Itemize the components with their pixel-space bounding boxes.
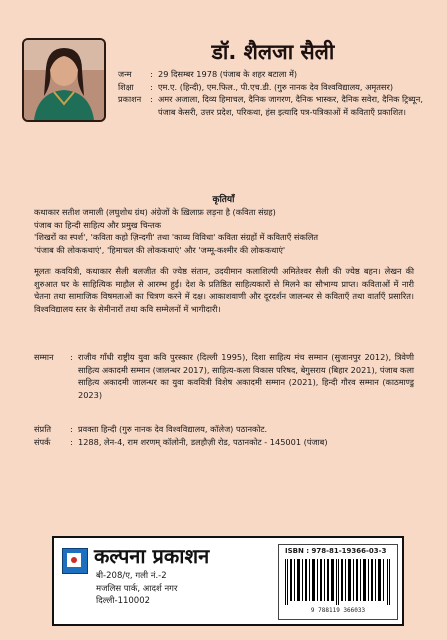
contact-row-current: संप्रति : प्रवक्ता हिन्दी (गुरु नानक देव विश्वविद्यालय, कॉलेज) पठानकोट. xyxy=(34,424,268,434)
isbn-barcode xyxy=(278,544,398,620)
info-row-publication: प्रकाशन : अमर अजाला, दिव्य हिमाचल, दैनिक जागरण, दैनिक भास्कर, दैनिक सवेरा, दैनिक ट्रिब्यून, पंजाब केसरी, उत्तर प्रदेश, परिकथा, हंस इत्यादि पत्र-पत्रिकाओं में कविताएँ प्रकाशित। xyxy=(118,93,436,118)
info-value: अमर अजाला, दिव्य हिमाचल, दैनिक जागरण, दैनिक भास्कर, दैनिक सवेरा, दैनिक ट्रिब्यून, पंजाब केसरी, उत्तर प्रदेश, परिकथा, हंस इत्यादि पत्र-पत्रिकाओं में कविताएँ प्रकाशित। xyxy=(158,94,423,117)
isbn-number: ISBN : 978-81-19366-03-3 xyxy=(285,547,387,555)
publisher-name: कल्पना प्रकाशन xyxy=(94,544,210,568)
publisher-address xyxy=(96,570,177,608)
works-list xyxy=(34,206,414,256)
contact-row-address: संपर्क : 1288, लेन-4, राम शरणम् कॉलोनी, डलहौज़ी रोड, पठानकोट - 145001 (पंजाब) xyxy=(34,436,328,447)
publisher-logo-icon xyxy=(62,548,88,574)
contact-value: 1288, लेन-4, राम शरणम् कॉलोनी, डलहौज़ी रोड, पठानकोट - 145001 (पंजाब) xyxy=(78,436,328,447)
contact-label: संपर्क xyxy=(34,436,51,447)
info-value: 29 दिसम्बर 1978 (पंजाब के शहर बटाला में) xyxy=(158,69,298,79)
address-line: बी-208/ए, गली नं.-2 xyxy=(96,571,167,581)
barcode-icon xyxy=(283,559,393,605)
works-item: पंजाब का हिन्दी साहित्य और प्रमुख चिन्तक xyxy=(34,219,162,230)
info-label: जन्म xyxy=(118,69,132,79)
address-line: मजलिस पार्क, आदर्श नगर xyxy=(96,583,178,594)
address-line: दिल्ली-110002 xyxy=(96,596,151,606)
author-bio: मूलतः कवयित्री, कथाकार सैली बलजीत की ज्येष्ठ संतान, उदयीमान कलाशिल्पी अमितेश्वर सैली की ज्येष्ठ बहन। लेखन की शुरुआत घर के साहित्यिक माहौल से आरम्भ हुई। देश के प्रतिष्ठित साहित्यकारों से मिलने का सौभाग्य प्राप्त। कविताओं में नारी चेतना तथा सामाजिक विषमताओं का चित्रण करने में दक्ष। आकाशवाणी और दूरदर्शन जालन्धर से कविताएँ तथा वार्ताएँ प्रसारित। विश्वविद्यालय स्तर के सेमीनारों तथा कवि सम्मेलनों में भागीदारी। xyxy=(34,266,414,314)
info-label: प्रकाशन xyxy=(118,94,142,104)
author-name: डॉ. शैलजा सैली xyxy=(211,40,335,64)
works-item: 'शिखरों का स्पर्श', 'कविता कहो ज़िन्दगी' तथा 'काव्य विविधा' कविता संग्रहों में कविताएँ संकलित xyxy=(34,232,319,242)
publisher-box xyxy=(52,536,404,626)
author-photo xyxy=(22,38,106,122)
awards-section: सम्मान : राजीव गाँधी राष्ट्रीय युवा कवि पुरस्कार (दिल्ली 1995), दिशा साहित्य मंच सम्मान (सुजानपुर 2012), त्रिवेणी साहित्य अकादमी सम्मान (जालन्धर 2017), साहित्य-कला विकास परिषद, बेगुसराय (बिहार 2021), पंजाब कला साहित्य अकादमी जालन्धर का युवा कवयित्री विशेष अकादमी सम्मान (2021), हिन्दी गौरव सम्मान (काठमाण्डु 2023) xyxy=(34,352,414,400)
author-portrait-image xyxy=(24,40,104,120)
info-row-education: शिक्षा : एम.ए. (हिन्दी), एम.फिल., पी.एच.डी. (गुरु नानक देव विश्वविद्यालय, अमृतसर) xyxy=(118,81,436,94)
info-value: एम.ए. (हिन्दी), एम.फिल., पी.एच.डी. (गुरु नानक देव विश्वविद्यालय, अमृतसर) xyxy=(158,81,394,92)
works-item: 'पंजाब की लोककथाएं', 'हिमाचल की लोककथाएं' और 'जम्मू-कश्मीर की लोककथाएं' xyxy=(34,244,286,255)
awards-value: राजीव गाँधी राष्ट्रीय युवा कवि पुरस्कार (दिल्ली 1995), दिशा साहित्य मंच सम्मान (सुजानपुर 2012), त्रिवेणी साहित्य अकादमी सम्मान (जालन्धर 2017), साहित्य-कला विकास परिषद, बेगुसराय (बिहार 2021), पंजाब कला साहित्य अकादमी जालन्धर का युवा कवयित्री विशेष अकादमी सम्मान (2021), हिन्दी गौरव सम्मान (काठमाण्डु 2023) xyxy=(78,352,414,400)
info-label: शिक्षा xyxy=(118,81,134,92)
info-row-birth: जन्म : 29 दिसम्बर 1978 (पंजाब के शहर बटाला में) xyxy=(118,68,436,81)
contact-label: संप्रति xyxy=(34,424,51,434)
isbn-digits: 9 788119 366033 xyxy=(310,607,366,614)
awards-label: सम्मान xyxy=(34,352,54,362)
contact-value: प्रवक्ता हिन्दी (गुरु नानक देव विश्वविद्यालय, कॉलेज) पठानकोट. xyxy=(78,424,268,434)
author-info xyxy=(118,68,436,118)
works-heading: कृतियाँ xyxy=(212,195,235,205)
contact-section xyxy=(34,423,414,448)
works-item: कथाकार सतीश जमाली (लघुशोध ग्रंथ) अंग्रेजों के ख़िलाफ़ लड़ना है (कविता संग्रह) xyxy=(34,207,276,217)
